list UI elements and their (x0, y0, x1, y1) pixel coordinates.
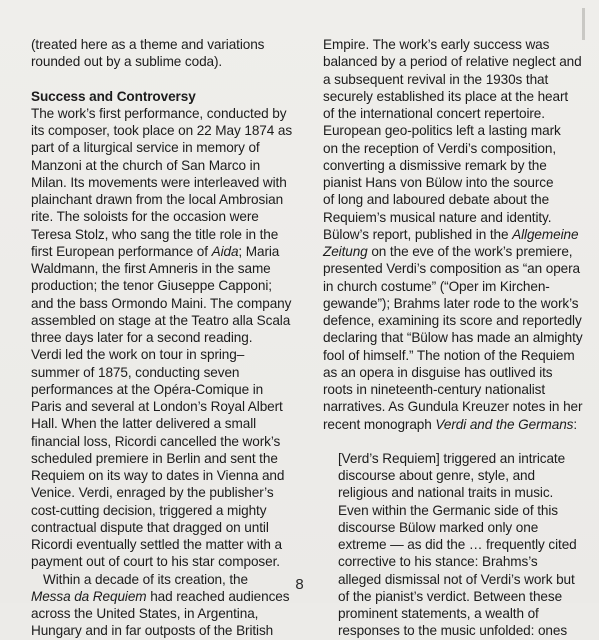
left-column (31, 36, 299, 640)
page-number: 8 (295, 576, 304, 593)
intro-paragraph: (treated here as a theme and variations rounded out by a sublime coda). (31, 37, 265, 70)
block-quote: [Verd’s Requiem] triggered an intricate discourse about genre, style, and religious and national traits in music. Even within the Germanic side of this discourse Bülow marked only one extreme — as did the … frequently cited corrective to his stance: Brahms’s alleged dismissal not of Verdi’s work but of the pianist’s verdict. Between these prominent statements, a wealth of responses to the music unfolded: ones (338, 450, 577, 639)
right-body-paragraph: Empire. The work’s early success was balanced by a period of relative neglect and a subsequent revival in the 1930s that securely established its place at the heart of the international concert repertoire. European geo-politics left a lasting mark on the reception of Verdi’s composition, converting a dismissive remark by the pianist Hans von Bülow into the source of long and laboured debate about the Requiem’s musical nature and identity. Bülow’s report, published in the Allgemeine Zeitung on the eve of the work’s premiere, presented Verdi’s composition as “an opera in church costume” (“Oper im Kirchen- gewande”); Brahms later rode to the work’s defence, examining its score and reportedly declaring that “Bülow has made an almighty fool of himself.” The notion of the Requiem as an opera in disguise has outlived its roots in nineteenth-century nationalist narratives. As Gundula Kreuzer notes in her recent monograph Verdi and the Germans: (323, 37, 583, 432)
body-paragraph-2: Within a decade of its creation, the Messa da Requiem had reached audiences across the United States, in Argentina, Hungary and in far outposts of the British (31, 571, 290, 639)
section-heading: Success and Controversy (31, 88, 196, 104)
right-column (323, 36, 591, 640)
body-paragraph-1: The work’s first performance, conducted by its composer, took place on 22 May 1874 as part of a liturgical service in memory of Manzoni at the church of San Marco in Milan. Its movements were interleaved with plainchant drawn from the local Ambrosian rite. The soloists for the occasion were Teresa Stolz, who sang the title role in the first European performance of Aida; Maria Waldmann, the first Amneris in the same production; the tenor Giuseppe Capponi; and the bass Ormondo Maini. The company assembled on stage at the Teatro alla Scala three days later for a second reading. Verdi led the work on tour in spring– summer of 1875, conducting seven performances at the Opéra-Comique in Paris and several at London’s Royal Albert Hall. When the latter delivered a small financial loss, Ricordi cancelled the work’s scheduled premiere in Berlin and sent the Requiem on its way to dates in Vienna and Venice. Verdi, enraged by the publisher’s cost-cutting decision, triggered a mighty contractual dispute that dragged on until Ricordi eventually settled the matter with a payment out of court to his star composer. (31, 105, 293, 570)
